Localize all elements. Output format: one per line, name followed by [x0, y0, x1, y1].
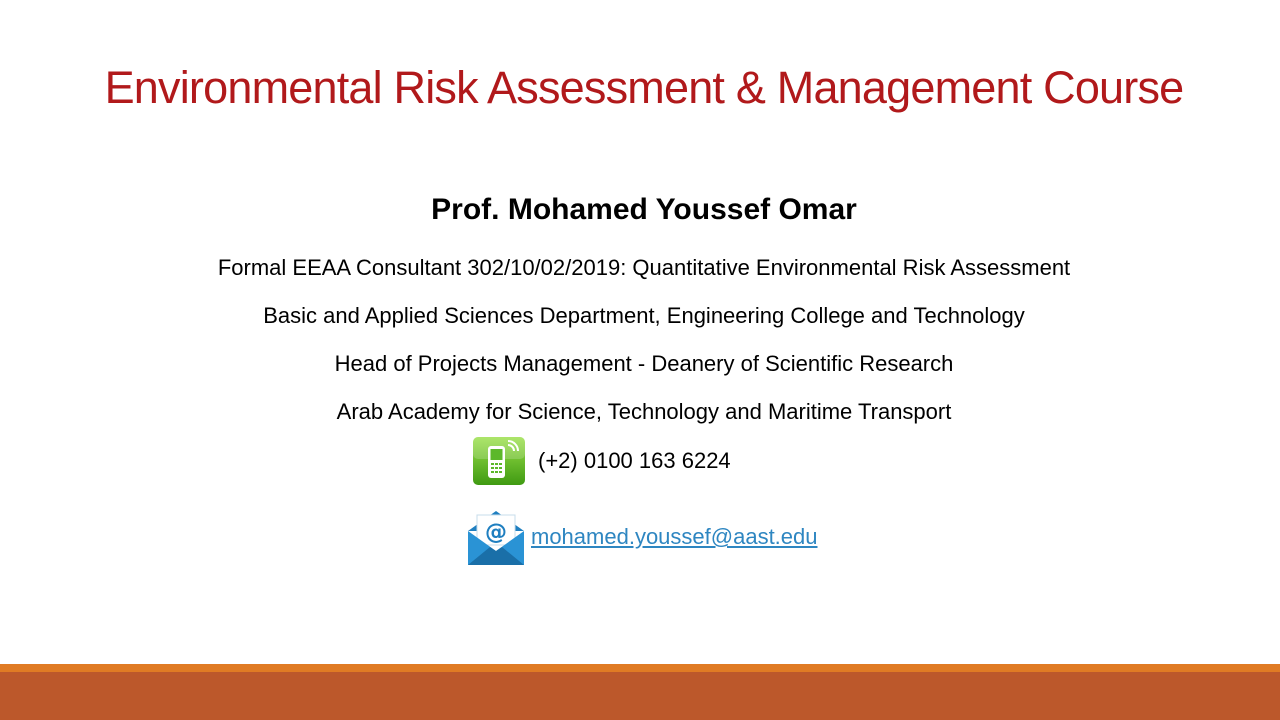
svg-text:@: @ [485, 520, 507, 545]
phone-contact [472, 436, 731, 486]
email-contact [466, 507, 818, 567]
credential-line-department: Basic and Applied Sciences Department, Engineering College and Technology [263, 303, 1025, 328]
phone-number: (+2) 0100 163 6224 [538, 448, 731, 473]
email-link[interactable]: mohamed.youssef@aast.edu [531, 524, 818, 549]
footer-bar [0, 672, 1280, 720]
presenter-name: Prof. Mohamed Youssef Omar [431, 193, 857, 226]
email-envelope-icon [466, 507, 526, 567]
credential-line-position: Head of Projects Management - Deanery of Scientific Research [334, 351, 954, 376]
footer-accent-line [0, 664, 1280, 672]
slide-title: Environmental Risk Assessment & Management Course [104, 62, 1184, 113]
credential-line-institution: Arab Academy for Science, Technology and Maritime Transport [336, 399, 952, 424]
mobile-phone-icon [472, 436, 526, 486]
credential-line-consultant: Formal EEAA Consultant 302/10/02/2019: Quantitative Environmental Risk Assessment [217, 255, 1071, 280]
